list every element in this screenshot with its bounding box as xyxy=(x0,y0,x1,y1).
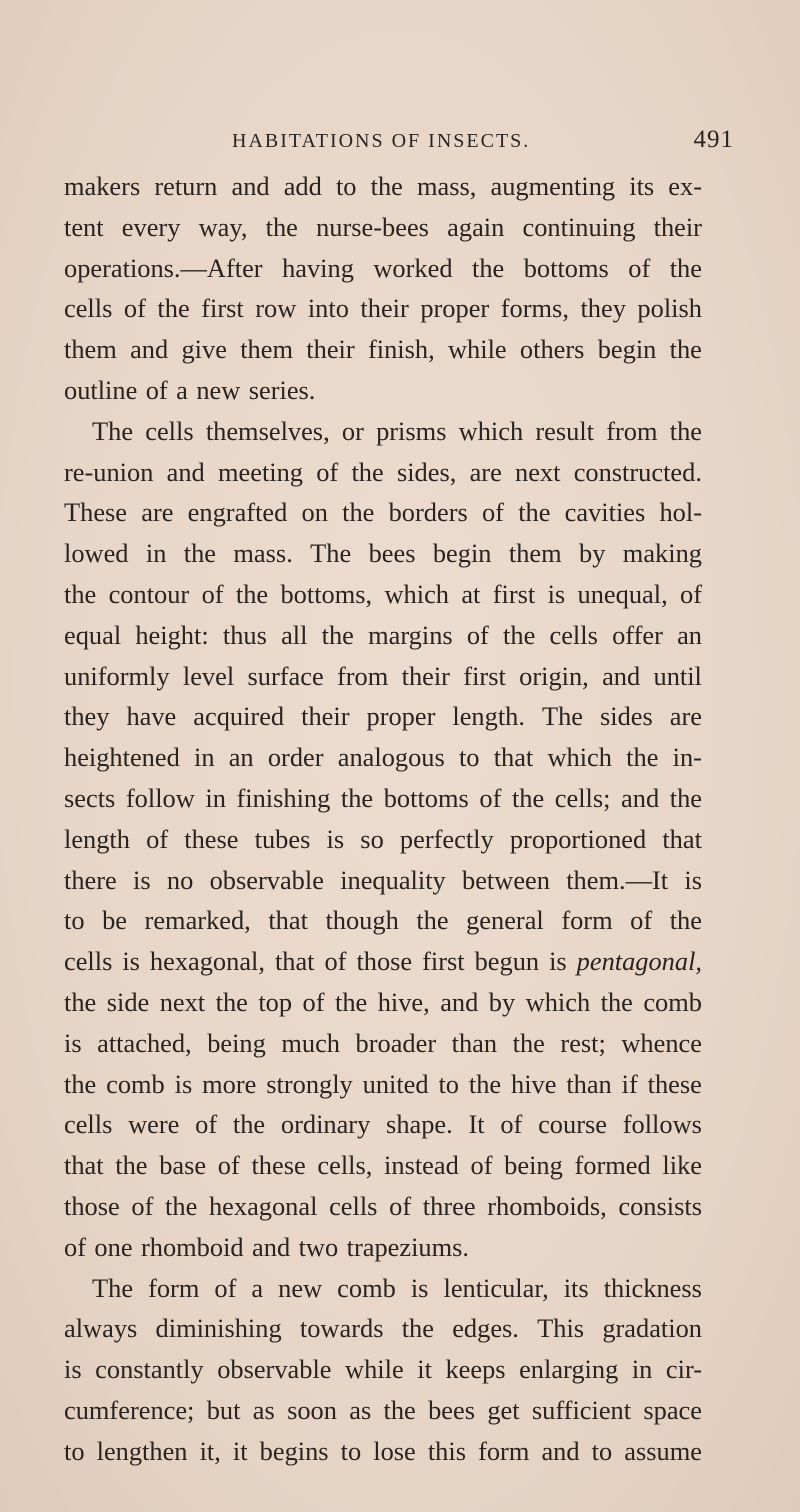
text-line: that the base of these cells, instead of being formed like xyxy=(64,1150,702,1181)
text-line: tent every way, the nurse-bees again continuing their xyxy=(64,211,702,242)
text-line: they have acquired their proper length. The sides are xyxy=(64,701,702,732)
text-line: These are engrafted on the borders of the cavities hol- xyxy=(64,497,702,528)
text-line: the comb is more strongly united to the hive than if these xyxy=(64,1068,702,1099)
text-line: of one rhomboid and two trapeziums. xyxy=(64,1231,469,1262)
text-line: sects follow in finishing the bottoms of the cells; and the xyxy=(64,782,702,813)
text-line: heightened in an order analogous to that which the in- xyxy=(64,742,702,773)
text-line: to lengthen it, it begins to lose this form and to assume xyxy=(64,1435,702,1466)
text-line: cells is hexagonal, that of those first begun is pentagonal, xyxy=(64,946,702,977)
text-line: is attached, being much broader than the rest; whence xyxy=(64,1027,702,1058)
text-line: The form of a new comb is lenticular, its thickness xyxy=(92,1272,702,1303)
text-line: the side next the top of the hive, and by which the comb xyxy=(64,986,702,1017)
body-text xyxy=(64,166,702,1472)
text-line: makers return and add to the mass, augmenting its ex- xyxy=(64,171,702,201)
text-line: The cells themselves, or prisms which result from the xyxy=(92,415,702,446)
running-head: HABITATIONS OF INSECTS. xyxy=(232,130,531,152)
text-line: them and give them their finish, while others begin the xyxy=(64,334,702,365)
text-line: uniformly level surface from their first origin, and until xyxy=(64,660,702,691)
text-line: the contour of the bottoms, which at first is unequal, of xyxy=(64,578,702,609)
text-line: outline of a new series. xyxy=(64,374,316,405)
text-line: to be remarked, that though the general form of the xyxy=(64,905,702,936)
text-line: is constantly observable while it keeps enlarging in cir- xyxy=(64,1354,702,1385)
text-line: there is no observable inequality between them.—It is xyxy=(64,864,702,895)
text-line: cumference; but as soon as the bees get sufficient space xyxy=(64,1394,702,1425)
text-line: always diminishing towards the edges. This gradation xyxy=(64,1313,702,1344)
text-line: lowed in the mass. The bees begin them by making xyxy=(64,538,702,569)
text-line: cells were of the ordinary shape. It of course follows xyxy=(64,1109,702,1140)
text-line: equal height: thus all the margins of the cells offer an xyxy=(64,619,702,650)
text-line: those of the hexagonal cells of three rhomboids, consists xyxy=(64,1190,702,1221)
text-line: re-union and meeting of the sides, are next constructed. xyxy=(64,456,702,487)
text-line: operations.—After having worked the bottoms of the xyxy=(64,252,702,283)
page-header xyxy=(60,128,740,164)
text-line: length of these tubes is so perfectly proportioned that xyxy=(64,823,702,854)
text-line: cells of the first row into their proper forms, they polish xyxy=(64,293,702,324)
page-number: 491 xyxy=(693,126,734,153)
